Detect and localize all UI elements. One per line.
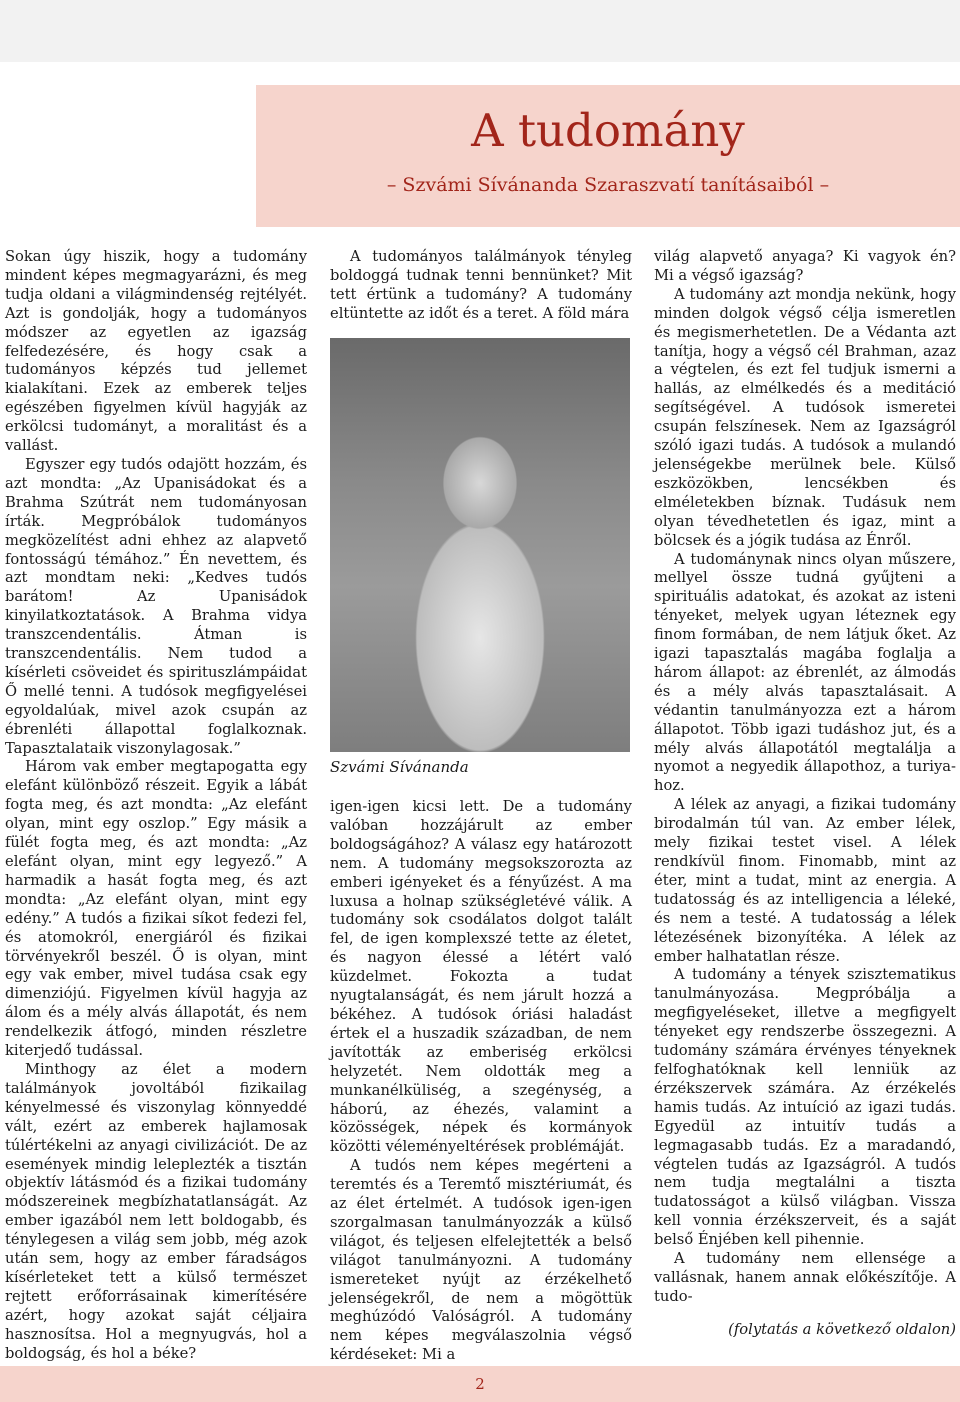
- page-number: 2: [475, 1375, 485, 1393]
- paragraph: A tudomány nem ellensége a vallásnak, hanem annak előkészítője. A tudo-: [654, 1250, 956, 1305]
- top-band: [0, 0, 960, 62]
- portrait-photo: [330, 338, 630, 752]
- photo-caption: Szvámi Sívánanda: [330, 758, 469, 776]
- paragraph: A lélek az anyagi, a fizikai tudomány birodalmán túl van. Az ember lélek, mely fizikai testet visel. A lélek rendkívül finom. Finomabb, mint az éter, mint a tudat, mint az energia. A tudatosság és az intelligencia a léleké, és nem a testé. A tudatosság a lélek létezésének bizonyítéka. A lélek az ember halhatatlan része.: [654, 796, 956, 965]
- page-subtitle: – Szvámi Sívánanda Szaraszvatí tanításaiból –: [386, 174, 830, 196]
- paragraph: Minthogy az élet a modern találmányok jovoltából fizikailag kényelmessé és viszonylag könnyeddé vált, ezért az emberek hajlamosak túlértékelni az anyagi civilizációt. De az események mindig leleplezték a tisztán objektív látásmód és a fizikai tudomány módszereinek megbízhatatlanságát. Az ember igazából nem lett boldogabb, és ténylegesen a világ sem jobb, még azok után sem, hogy az ember fáradságos kísérleteket tett a külső természet rejtett erőforrásainak kimerítésére azért, hogy azokat saját céljaira hasznosítsa. Hol a megnyugvás, hol a boldogság, és hol a béke?: [5, 1060, 307, 1362]
- title-banner: [256, 85, 960, 227]
- paragraph: igen-igen kicsi lett. De a tudomány valóban hozzájárult az ember boldogságához? A válasz egy határozott nem. A tudomány megsokszorozta az emberi igényeket és a fényűzést. A ma luxusa a holnap szükségletévé válik. A tudomány sok csodálatos dolgot talált fel, de igen komplexszé tette az életet, és nagyon élessé a létért való küzdelmet. Fokozta a tudat nyugtalanságát, és nem járult hozzá a békéhez. A tudósok óriási haladást értek el a huszadik században, de nem javították az emberiség erkölcsi helyzetét. Nem oldották meg a munkanélküliség, a szegénység, a háború, az éhezés, valamint a közösségek, népek és kormányok közötti véleményeltérések problémáját.: [330, 798, 632, 1156]
- paragraph: A tudománynak nincs olyan műszere, mellyel össze tudná gyűjteni a spirituális adatokat, és azokat az isteni tényeket, melyek ugyan léteznek egy finom formában, de nem látjuk őket. Az igazi tapasztalás magába foglalja a három állapot: az ébrenlét, az álmodás és a mély alvás tapasztalásait. A védantin tanulmányozza ezt a három állapotot. Több igazi tudáshoz jut, és a mély alvás állapotától megtalálja a nyomot a negyedik állapothoz, a turiya-hoz.: [654, 550, 956, 795]
- footer-band: [0, 1366, 960, 1402]
- continued-note: (folytatás a következő oldalon): [728, 1320, 956, 1338]
- column-2-top: [330, 248, 632, 324]
- paragraph: világ alapvető anyaga? Ki vagyok én? Mi a végső igazság?: [654, 248, 956, 284]
- paragraph: Egyszer egy tudós odajött hozzám, és azt mondta: „Az Upanisádokat és a Brahma Szútrát nem tudományosan írták. Megpróbálok tudományos megközelítést adni ehhez az alapvető fontosságú témához.” Én nevettem, és azt mondtam neki: „Kedves tudós barátom! Az Upanisádok kinyilatkoztatások. A Brahma vidya transzcendentális. Átman is transzcendentális. Nem tudod a kísérleti csöveidet és spirituszlámpáidat Ő mellé tenni. A tudósok megfigyelései egyoldalúak, mivel azok csupán az ébrenléti állapottal foglalkoznak. Tapasztalataik viszonylagosak.”: [5, 455, 307, 757]
- paragraph: A tudós nem képes megérteni a teremtés és a Teremtő misztériumát, és az élet értelmét. A tudósok igen-igen szorgalmasan tanulmányozzák a külső világot, és teljesen elfelejtették a belső világot tanulmányozni. A tudomány ismereteket nyújt az érzékelhető jelenségekről, de nem a mögöttük meghúzódó Valóságról. A tudomány nem képes megválaszolnia végső kérdéseket: Mi a: [330, 1157, 632, 1364]
- paragraph: A tudomány azt mondja nekünk, hogy minden dolgok végső célja ismeretlen és megismerhetetlen. De a Védanta azt tanítja, hogy a végső cél Brahman, azaz a végtelen, és ezt fel tudjuk ismerni a hallás, az elmélkedés és a meditáció segítségével. A tudósok ismeretei csupán felszínesek. Nem az Igazságról szóló igazi tudás. A tudósok a mulandó jelenségekbe merülnek bele. Külső eszközökben, lencsékben és elméletekben bíznak. Tudásuk nem olyan tévedhetetlen és igaz, mint a bölcsek és a jógik tudása az Énről.: [654, 285, 956, 549]
- paragraph: A tudomány a tények szisztematikus tanulmányozása. Megpróbálja a megfigyeléseket, illetve a megfigyelt tényeket egy rendszerbe összegezni. A tudomány számára érvényes tényeknek felfoghatóknak kell lenniük az érzékszervek számára. Az érzékelés hamis tudás. Az intuíció az igazi tudás. Egyedül az intuitív tudás a legmagasabb tudás. Ez a maradandó, végtelen tudás az Igazságról. A tudós nem tudja megtalálni a tiszta tudatosságot a külső világban. Vissza kell vonnia érzékszerveit, és a saját belső Énjében kell pihennie.: [654, 966, 956, 1249]
- paragraph: Sokan úgy hiszik, hogy a tudomány mindent képes megmagyarázni, és meg tudja oldani a világmindenség rejtélyét. Azt is gondolják, hogy a tudományos módszer az egyetlen az igazság felfedezésére, és hogy csak a tudományos képzés tud jellemet kialakítani. Ezek az emberek teljes egészében figyelmen kívül hagyják az erkölcsi tudományt, a moralitást és a vallást.: [5, 248, 307, 455]
- column-1: [5, 248, 307, 1363]
- paragraph: Három vak ember megtapogatta egy elefánt különböző részeit. Egyik a lábát fogta meg, és azt mondta: „Az elefánt olyan, mint egy oszlop.” Egy másik a fülét fogta meg, és azt mondta: „Az elefánt olyan, mint egy legyező.” A harmadik a hasát fogta meg, és azt mondta: „Az elefánt olyan, mint egy edény.” A tudós a fizikai síkot fedezi fel, és atomokról, energiáról és fizikai törvényekről beszél. Ő is olyan, mint egy vak ember, mivel tudása csak egy dimenziójú. Figyelmen kívül hagyja az álom és a mély alvás állapotát, és nem rendelkezik átfogó, minden részletre kiterjedő tudással.: [5, 758, 307, 1060]
- column-2-bottom: [330, 798, 632, 1365]
- page-title: A tudomány: [471, 104, 745, 157]
- paragraph: A tudományos találmányok tényleg boldoggá tudnak tenni bennünket? Mit tett értünk a tudomány? A tudomány eltüntette az időt és a teret. A föld mára: [330, 248, 632, 322]
- column-3: [654, 248, 956, 1340]
